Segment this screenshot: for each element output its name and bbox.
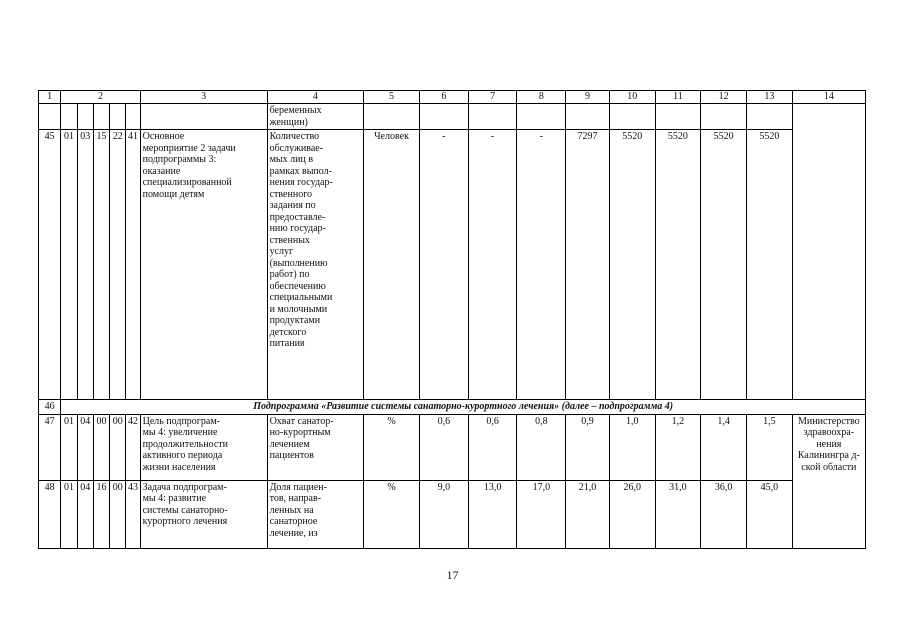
row-number: 46: [39, 400, 61, 415]
name-cell: Основное мероприятие 2 задачи подпрограммы 3: оказание специализированной помощи детям: [140, 130, 267, 400]
header-cell: 4: [267, 91, 364, 104]
header-cell: 7: [468, 91, 517, 104]
code-cell: 01: [61, 414, 77, 480]
value-cell: 0,9: [566, 414, 610, 480]
value-cell: 1,0: [609, 414, 655, 480]
value-cell: 21,0: [566, 480, 610, 548]
code-cell: 16: [93, 480, 109, 548]
code-cell: 01: [61, 130, 77, 400]
code-cell: 00: [110, 414, 126, 480]
unit-cell: %: [364, 480, 420, 548]
code-cell: 00: [110, 480, 126, 548]
page-number: 17: [446, 568, 459, 582]
value-cell: 0,6: [468, 414, 517, 480]
value-cell: 5520: [609, 130, 655, 400]
row-number: 48: [39, 480, 61, 548]
value-cell: 5520: [701, 130, 747, 400]
header-cell: 10: [609, 91, 655, 104]
code-cell: 04: [77, 414, 93, 480]
table-row: [39, 480, 866, 548]
header-cell: 3: [140, 91, 267, 104]
value-cell: 1,5: [746, 414, 792, 480]
code-cell: 01: [61, 480, 77, 548]
header-cell: 14: [792, 91, 865, 104]
code-cell: 42: [126, 414, 140, 480]
value-cell: 0,6: [419, 414, 468, 480]
value-cell: 5520: [746, 130, 792, 400]
value-cell: 26,0: [609, 480, 655, 548]
responsible-cell: Министерство здравоохра- нения Калинингра д- ской области: [792, 414, 865, 548]
table-row: [39, 130, 866, 400]
code-cell: 00: [93, 414, 109, 480]
code-cell: 43: [126, 480, 140, 548]
value-cell: 45,0: [746, 480, 792, 548]
header-cell: 6: [419, 91, 468, 104]
row-number: 47: [39, 414, 61, 480]
value-cell: 1,2: [655, 414, 701, 480]
header-cell: 8: [517, 91, 566, 104]
header-row: [39, 91, 866, 104]
value-cell: 9,0: [419, 480, 468, 548]
code-cell: 03: [77, 130, 93, 400]
indicator-cell: Количество обслуживае- мых лиц в рамках выпол- нения государ- ственного задания по предоставле- нию государ- ственных услуг (выполнению работ) по обеспечению специальными и молочными продуктами детского питания: [267, 130, 364, 400]
code-cell: 15: [93, 130, 109, 400]
header-cell: 11: [655, 91, 701, 104]
code-cell: 04: [77, 480, 93, 548]
header-cell: 2: [61, 91, 140, 104]
section-row: [39, 400, 866, 415]
value-cell: 31,0: [655, 480, 701, 548]
indicator-cell: беременных женщин): [267, 104, 364, 130]
header-cell: 12: [701, 91, 747, 104]
table-row: [39, 414, 866, 480]
row-number: 45: [39, 130, 61, 400]
value-cell: 13,0: [468, 480, 517, 548]
header-cell: 13: [746, 91, 792, 104]
name-cell: Цель подпрограм- мы 4: увеличение продолжительности активного периода жизни населения: [140, 414, 267, 480]
value-cell: -: [468, 130, 517, 400]
unit-cell: %: [364, 414, 420, 480]
value-cell: 36,0: [701, 480, 747, 548]
header-cell: 9: [566, 91, 610, 104]
code-cell: 22: [110, 130, 126, 400]
value-cell: 7297: [566, 130, 610, 400]
code-cell: 41: [126, 130, 140, 400]
value-cell: 1,4: [701, 414, 747, 480]
value-cell: 5520: [655, 130, 701, 400]
value-cell: 17,0: [517, 480, 566, 548]
value-cell: -: [419, 130, 468, 400]
value-cell: 0,8: [517, 414, 566, 480]
table-row: [39, 104, 866, 130]
header-cell: 5: [364, 91, 420, 104]
section-title: Подпрограмма «Развитие системы санаторно-курортного лечения» (далее – подпрограмма 4): [61, 400, 866, 415]
indicator-cell: Доля пациен- тов, направ- ленных на санаторное лечение, из: [267, 480, 364, 548]
header-cell: 1: [39, 91, 61, 104]
name-cell: Задача подпрограм- мы 4: развитие системы санаторно- курортного лечения: [140, 480, 267, 548]
unit-cell: Человек: [364, 130, 420, 400]
indicators-table: [38, 90, 866, 549]
value-cell: -: [517, 130, 566, 400]
indicator-cell: Охват санатор- но-курортным лечением пациентов: [267, 414, 364, 480]
